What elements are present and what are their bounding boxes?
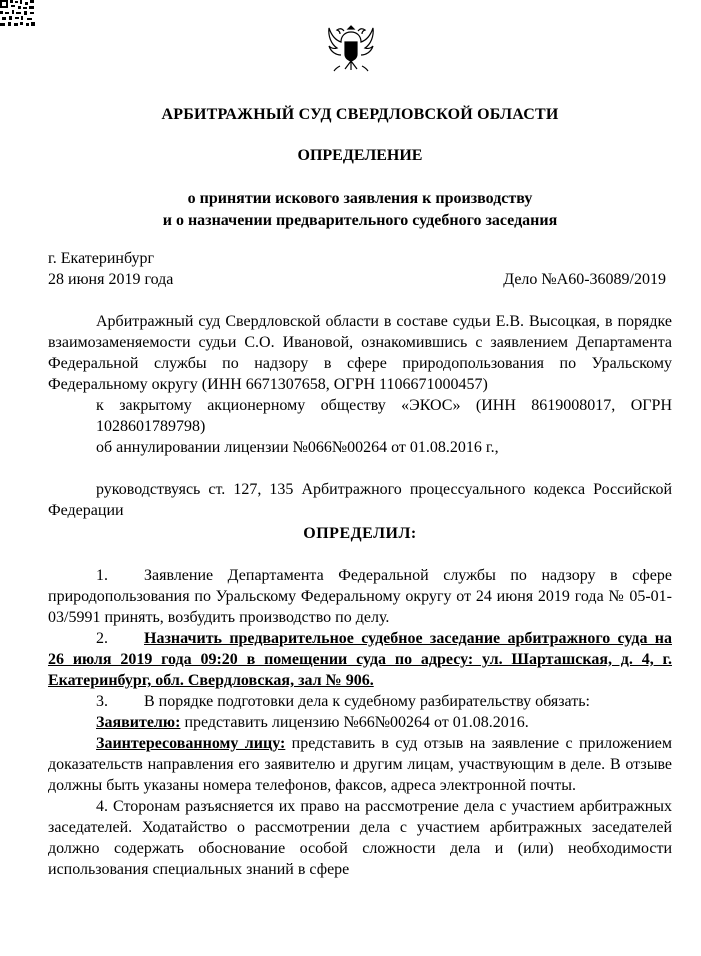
court-name: АРБИТРАЖНЫЙ СУД СВЕРДЛОВСКОЙ ОБЛАСТИ [161,106,559,123]
item-3 [48,691,672,712]
resolved-heading: ОПРЕДЕЛИЛ: [303,525,417,542]
guided-paragraph: руководствуясь ст. 127, 135 Арбитражного процессуального кодекса Российской Федерации [48,481,672,519]
document-title: ОПРЕДЕЛЕНИЕ [297,147,423,164]
city: г. Екатеринбург [48,250,155,267]
applicant-paragraph [48,712,672,733]
interested-party-paragraph [48,733,672,796]
subtitle-line-1: о принятии искового заявления к производству [187,190,533,207]
item-3-number: 3. [96,693,108,710]
item-4: 4. Сторонам разъясняется их право на рассмотрение дела с участием арбитражных заседателей. Ходатайство о рассмотрении дела с участием арбитражных заседателей должно содержать обоснование особой сложности дела и (или) необходимости использования специальных знаний в сфере [48,798,672,878]
item-3-text: В порядке подготовки дела к судебному разбирательству обязать: [144,693,590,710]
document-meta [48,248,672,290]
respondent-paragraph: к закрытому акционерному обществу «ЭКОС» (ИНН 8619008017, ОГРН 1028601789798) [96,397,672,435]
item-2-number: 2. [96,630,108,647]
interested-party-text: представить в суд отзыв на заявление с приложением доказательств направления его заявителю и другим лицам, участвующим в деле. В отзыве должны быть указаны номера телефонов, факсов, адреса электронной почты. [48,735,672,794]
item-1-text: Заявление Департамента Федеральной службы по надзору в сфере природопользования по Уральскому Федеральному округу от 24 июня 2019 года № 05-01-03/5991 принять, возбудить производство по делу. [48,567,672,626]
item-1 [48,565,672,628]
applicant-text: представить лицензию №66№00264 от 01.08.2016. [180,714,529,731]
subtitle-line-2: и о назначении предварительного судебного заседания [162,212,558,229]
coat-of-arms-emblem [326,22,376,74]
applicant-label: Заявителю: [96,714,181,731]
intro-paragraph: Арбитражный суд Свердловской области в составе судьи Е.В. Высоцкая, в порядке взаимозаменяемости судьи С.О. Ивановой, ознакомившись с заявлением Департамента Федеральной службы по надзору в сфере природопользования по Уральскому Федеральному округу (ИНН 6671307658, ОГРН 1106671000457) [48,313,672,393]
qr-code [0,0,36,28]
item-1-number: 1. [96,567,108,584]
document-subtitle [48,188,672,232]
item-2-text: Назначить предварительное судебное заседание арбитражного суда на 26 июля 2019 года 09:20 в помещении суда по адресу: ул. Шарташская, д. 4, г. Екатеринбург, обл. Свердловская, зал № 906. [48,630,672,689]
item-2 [48,628,672,691]
case-number: Дело №А60-36089/2019 [503,271,666,288]
date: 28 июня 2019 года [48,271,174,288]
subject-paragraph: об аннулировании лицензии №066№00264 от 01.08.2016 г., [96,439,499,456]
document-body [48,311,672,880]
interested-party-label: Заинтересованному лицу: [96,735,286,752]
